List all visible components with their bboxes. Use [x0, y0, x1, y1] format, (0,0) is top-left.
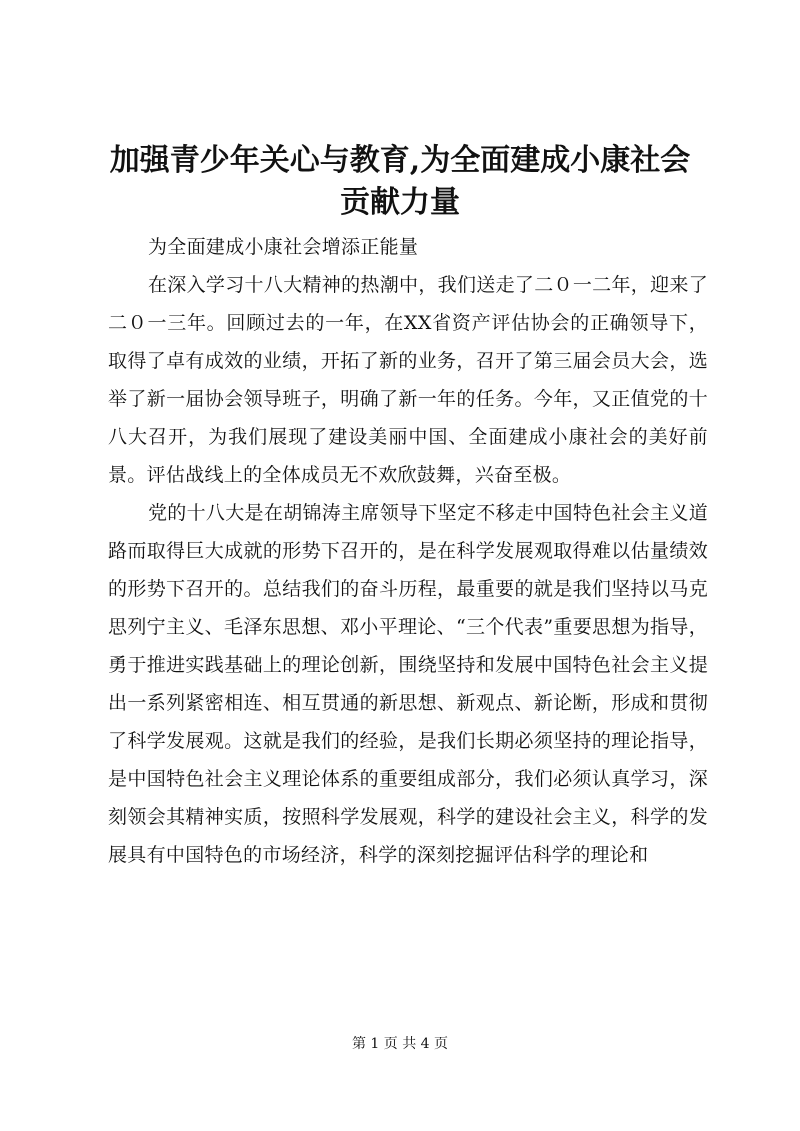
- page-footer: 第 1 页 共 4 页: [351, 1036, 449, 1052]
- paragraph-1: 在深入学习十八大精神的热潮中，我们送走了二０一二年，迎来了二０一三年。回顾过去的一年，在XX省资产评估协会的正确领导下，取得了卓有成效的业绩，开拓了新的业务，召开了第三届会员大会，选举了新一届协会领导班子，明确了新一年的任务。今年，又正值党的十八大召开，为我们展现了建设美丽中国、全面建成小康社会的美好前景。评估战线上的全体成员无不欢欣鼓舞，兴奋至极。: [108, 274, 708, 486]
- subtitle: 为全面建成小康社会增添正能量: [148, 236, 419, 258]
- paragraph-2: 党的十八大是在胡锦涛主席领导下坚定不移走中国特色社会主义道路而取得巨大成就的形势下召开的，是在科学发展观取得难以估量绩效的形势下召开的。总结我们的奋斗历程，最重要的就是我们坚持以马克思列宁主义、毛泽东思想、邓小平理论、“三个代表”重要思想为指导，勇于推进实践基础上的理论创新，围绕坚持和发展中国特色社会主义提出一系列紧密相连、相互贯通的新思想、新观点、新论断，形成和贯彻了科学发展观。这就是我们的经验，是我们长期必须坚持的理论指导，是中国特色社会主义理论体系的重要组成部分，我们必须认真学习，深刻领会其精神实质，按照科学发展观，科学的建设社会主义，科学的发展具有中国特色的市场经济，科学的深刻挖掘评估科学的理论和: [108, 502, 708, 866]
- title-line-1: 加强青少年关心与教育,为全面建成小康社会: [109, 143, 691, 178]
- document-title: [0, 140, 800, 224]
- document-body: [108, 228, 708, 874]
- title-line-2: 贡献力量: [340, 185, 460, 220]
